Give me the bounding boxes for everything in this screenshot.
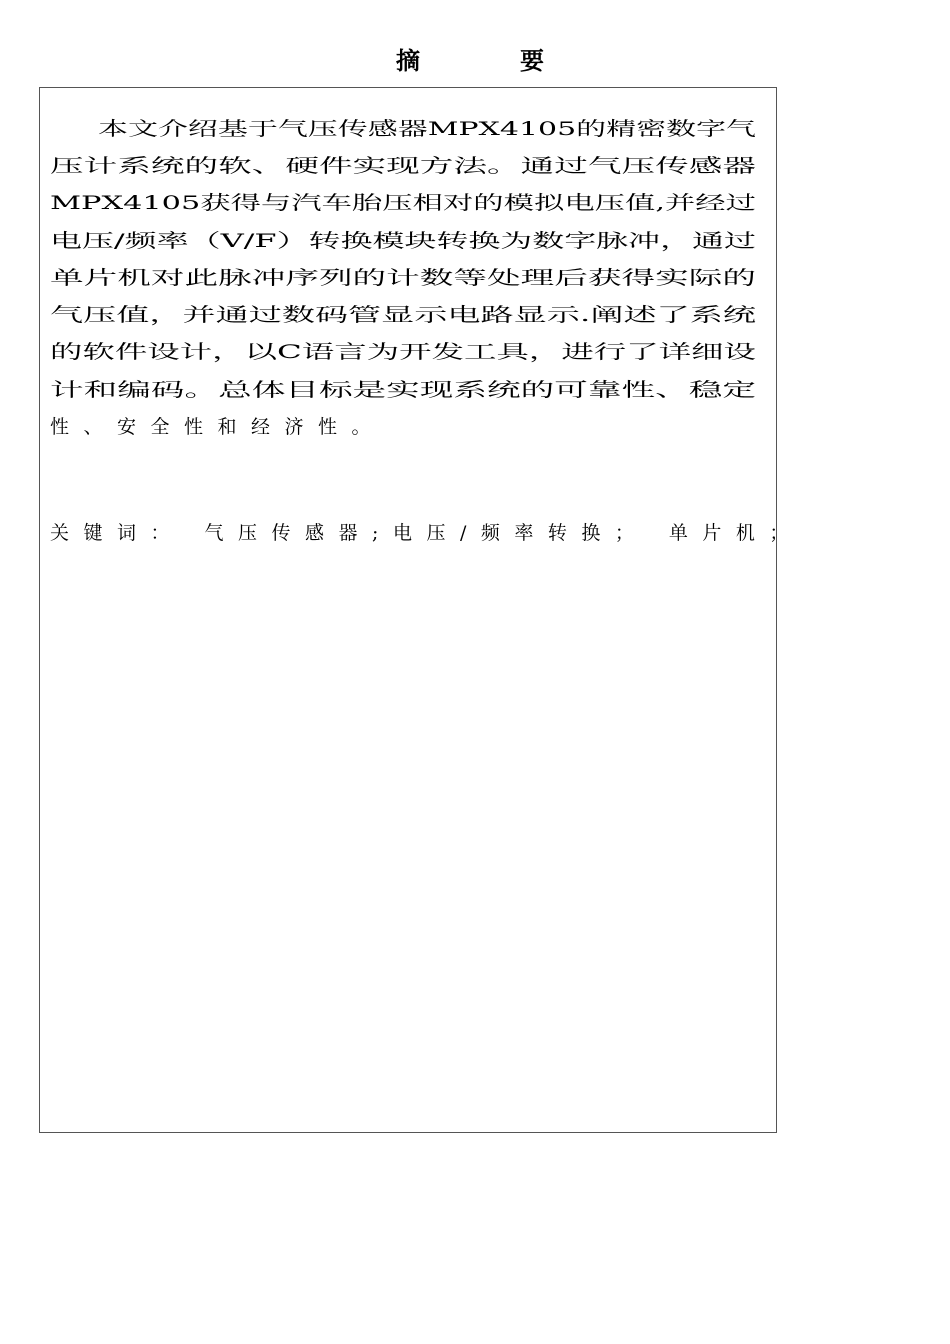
abstract-line-9: 性、安全性和经济性。 bbox=[50, 416, 386, 438]
keywords-line: 关键词： 气压传感器;电压/频率转换； 单片机； bbox=[50, 522, 803, 544]
abstract-box bbox=[39, 87, 803, 1133]
abstract-line-7: 的软件设计，以C语言为开发工具，进行了详细设 bbox=[50, 341, 756, 363]
abstract-line-3: MPX4105获得与汽车胎压相对的模拟电压值,并经过 bbox=[50, 192, 756, 214]
page-title: 摘 要 bbox=[396, 47, 582, 75]
abstract-line-2: 压计系统的软、硬件实现方法。通过气压传感器 bbox=[50, 155, 756, 177]
abstract-line-8: 计和编码。总体目标是实现系统的可靠性、稳定 bbox=[50, 379, 756, 401]
abstract-line-4: 电压/频率（V/F）转换模块转换为数字脉冲，通过 bbox=[50, 230, 756, 252]
abstract-line-5: 单片机对此脉冲序列的计数等处理后获得实际的 bbox=[50, 267, 756, 289]
abstract-line-6: 气压值，并通过数码管显示电路显示.阐述了系统 bbox=[50, 304, 756, 326]
abstract-line-1: 本文介绍基于气压传感器MPX4105的精密数字气 bbox=[98, 118, 756, 140]
